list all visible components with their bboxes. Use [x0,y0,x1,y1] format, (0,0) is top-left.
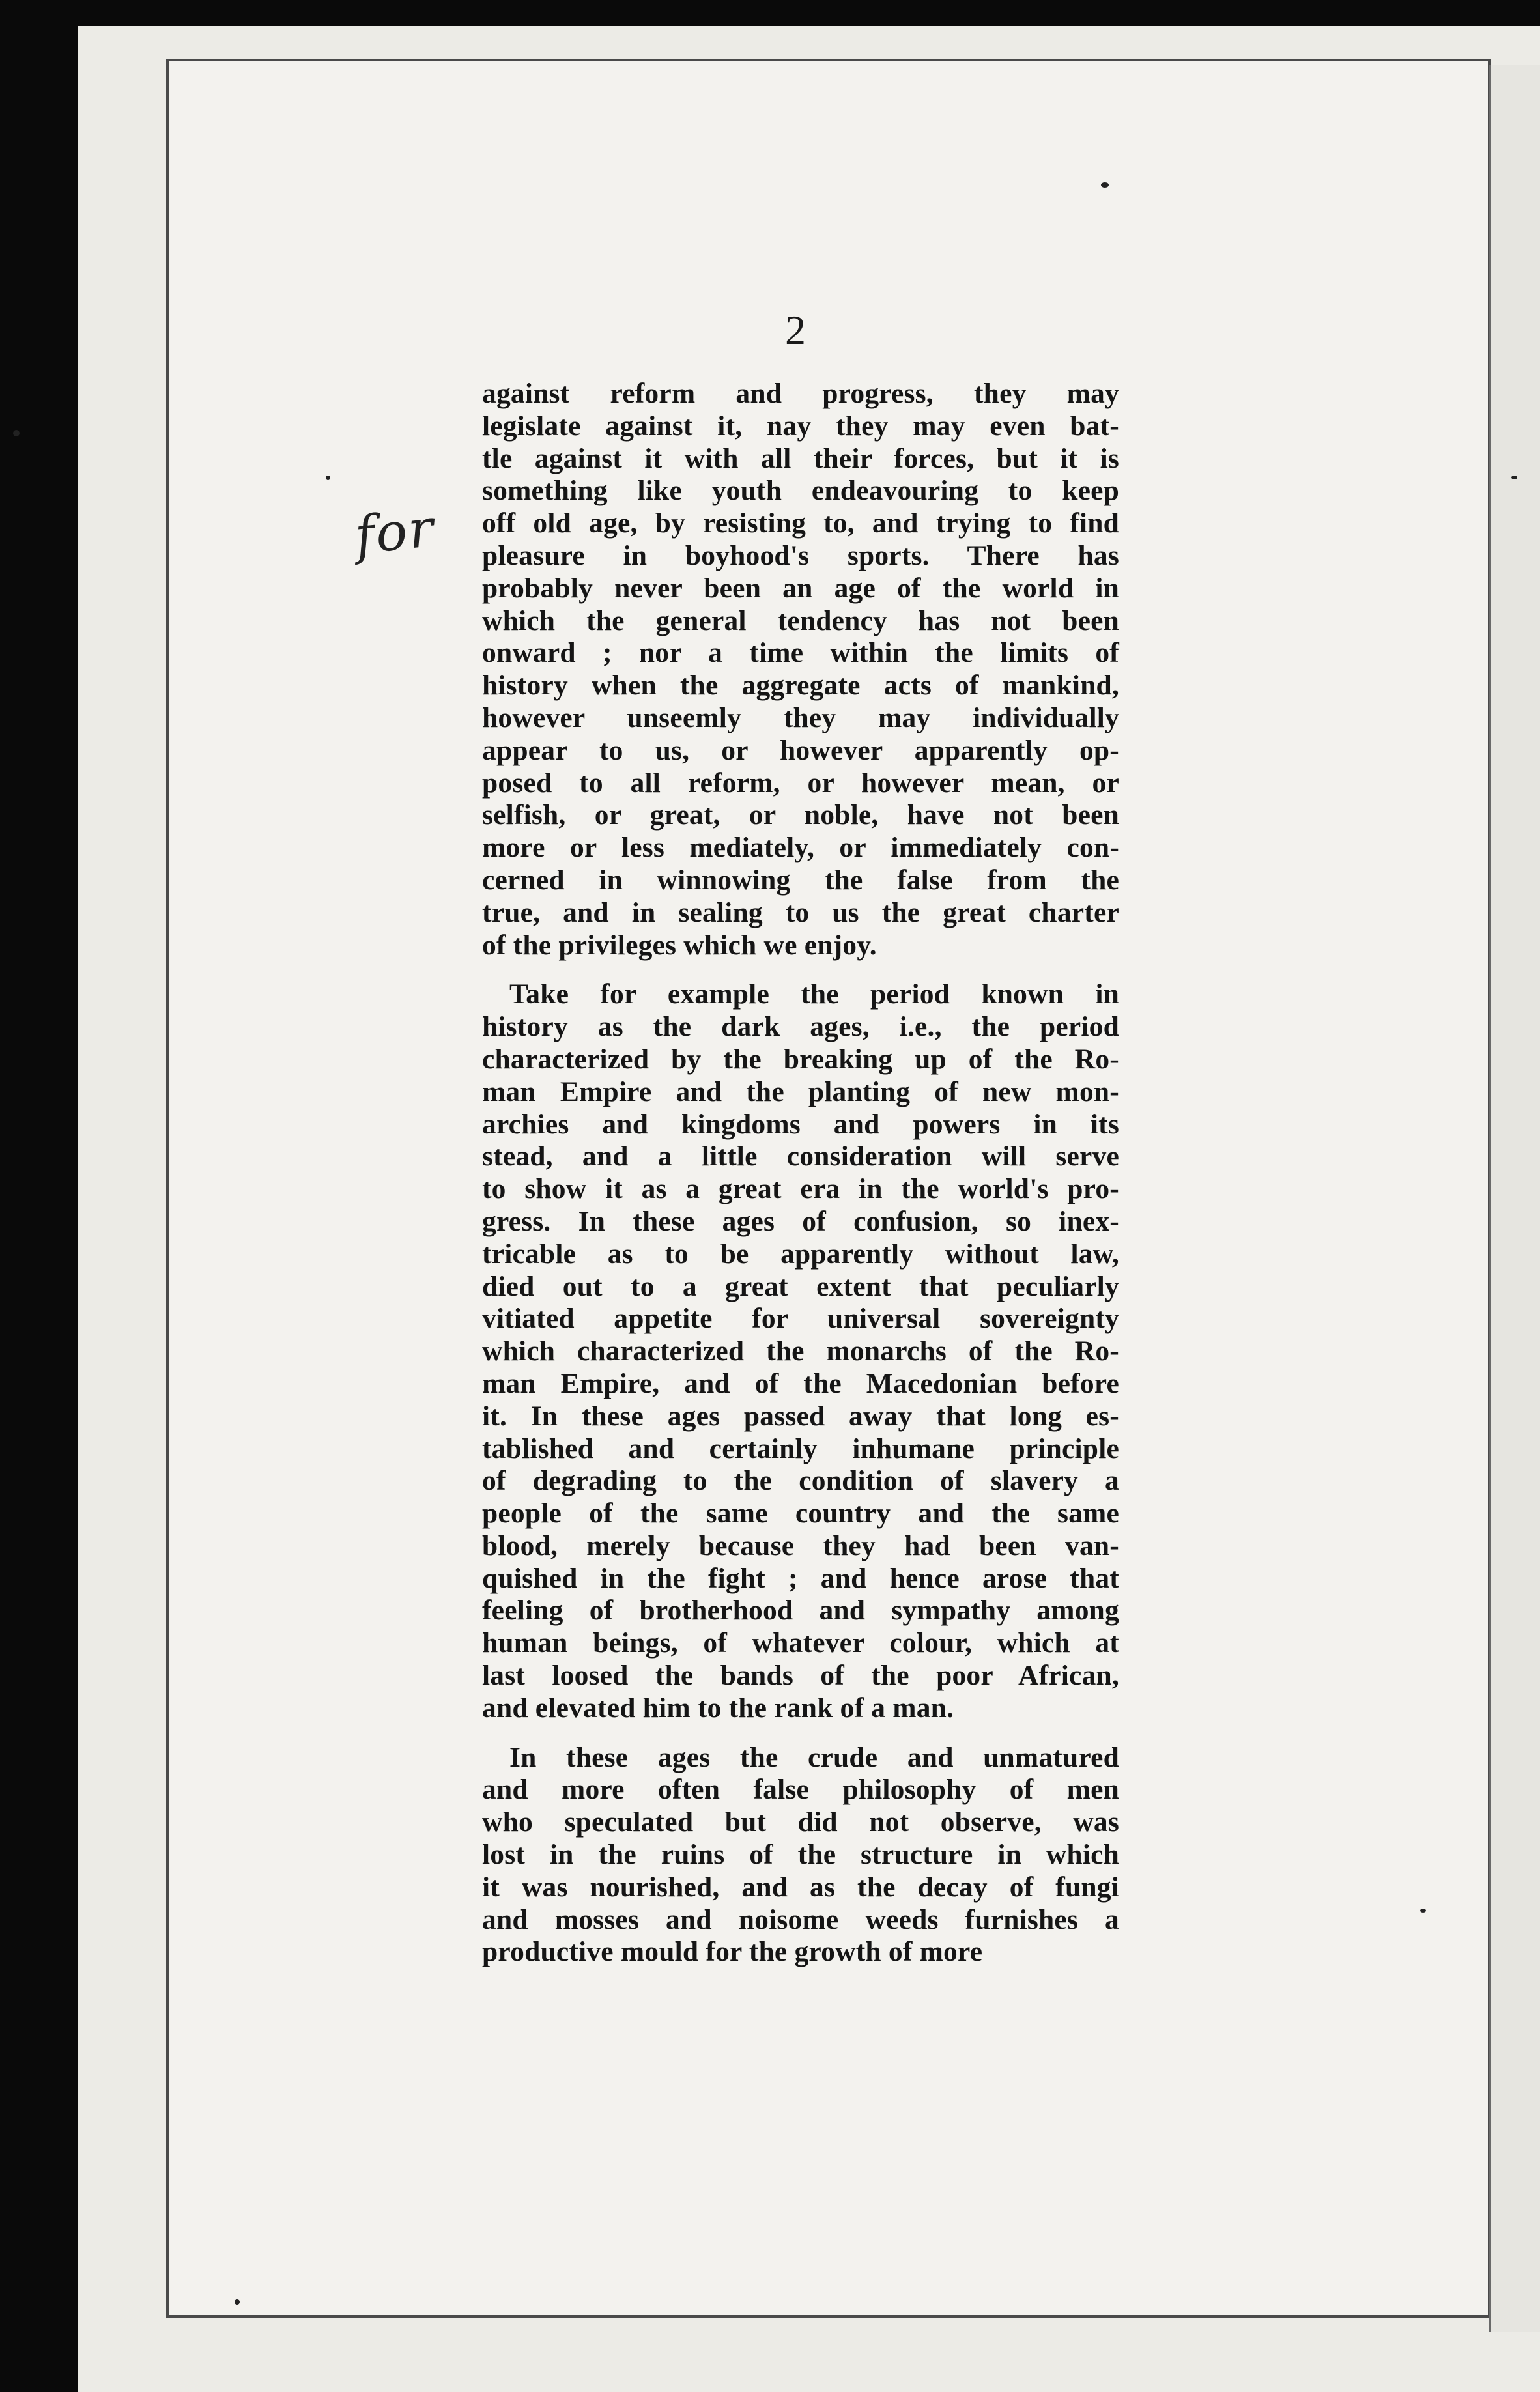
text-line: probably never been an age of the world in [482,572,1119,604]
text-line: onward ; nor a time within the limits of [482,637,1119,669]
scan-speck [1101,182,1109,188]
text-line: Take for example the period known in [509,978,1119,1010]
text-line: died out to a great extent that peculiarly [482,1270,1119,1302]
text-line: feeling of brotherhood and sympathy among [482,1595,1119,1627]
text-line: history when the aggregate acts of mankind, [482,670,1119,702]
text-line: which the general tendency has not been [482,605,1119,636]
text-line: who speculated but did not observe, was [482,1806,1119,1838]
text-line: which characterized the monarchs of the Ro- [482,1335,1119,1367]
text-line: man Empire, and of the Macedonian before [482,1367,1119,1399]
text-line: selfish, or great, or noble, have not been [482,799,1119,831]
scan-speck [13,430,20,436]
text-line: last loosed the bands of the poor African, [482,1660,1119,1692]
text-line: vitiated appetite for universal sovereignty [482,1303,1119,1335]
text-line: and mosses and noisome weeds furnishes a [482,1903,1119,1935]
paragraph-2 [482,978,1119,1724]
body-text [482,306,1119,1986]
text-line: legislate against it, nay they may even bat- [482,410,1119,442]
text-line: human beings, of whatever colour, which at [482,1627,1119,1659]
text-line: more or less mediately, or immediately con- [482,832,1119,864]
text-line: posed to all reform, or however mean, or [482,767,1119,799]
text-line: history as the dark ages, i.e., the period [482,1011,1119,1043]
page-number: 2 [785,307,806,353]
text-line: cerned in winnowing the false from the [482,864,1119,896]
text-line: man Empire and the planting of new mon- [482,1075,1119,1107]
text-line: pleasure in boyhood's sports. There has [482,539,1119,571]
text-line: off old age, by resisting to, and trying to find [482,507,1119,539]
text-line: stead, and a little consideration will serve [482,1141,1119,1173]
text-line: and more often false philosophy of men [482,1774,1119,1806]
text-line: blood, merely because they had been van- [482,1530,1119,1561]
text-line: something like youth endeavouring to keep [482,475,1119,507]
handwritten-margin-note: for [352,497,438,567]
text-line: people of the same country and the same [482,1498,1119,1530]
scan-speck [235,2299,240,2305]
text-line: lost in the ruins of the structure in which [482,1839,1119,1871]
text-line: appear to us, or however apparently op- [482,734,1119,766]
paragraph-1 [482,378,1119,961]
scan-speck [1511,476,1517,479]
text-line: productive mould for the growth of more [482,1936,983,1968]
text-line: gress. In these ages of confusion, so inex- [482,1205,1119,1237]
text-line: archies and kingdoms and powers in its [482,1108,1119,1140]
text-line: tablished and certainly inhumane principle [482,1432,1119,1464]
text-line: of the privileges which we enjoy. [482,929,877,961]
scan-speck [1420,1909,1426,1913]
text-line: In these ages the crude and unmatured [509,1741,1119,1773]
text-line: tle against it with all their forces, but it is [482,442,1119,474]
paragraph-3 [482,1742,1119,1969]
text-line: tricable as to be apparently without law, [482,1238,1119,1270]
adjacent-page-edge [1489,65,1540,2332]
text-line: however unseemly they may individually [482,702,1119,733]
text-line: of degrading to the condition of slavery a [482,1465,1119,1497]
text-line: quished in the fight ; and hence arose that [482,1562,1119,1594]
scan-speck [326,476,330,480]
text-line: characterized by the breaking up of the Ro- [482,1043,1119,1075]
text-line: against reform and progress, they may [482,378,1119,409]
text-line: it was nourished, and as the decay of fungi [482,1871,1119,1903]
text-line: and elevated him to the rank of a man. [482,1692,954,1724]
text-line: true, and in sealing to us the great charter [482,896,1119,928]
text-line: to show it as a great era in the world's pro- [482,1173,1119,1205]
text-line: it. In these ages passed away that long es- [482,1400,1119,1432]
